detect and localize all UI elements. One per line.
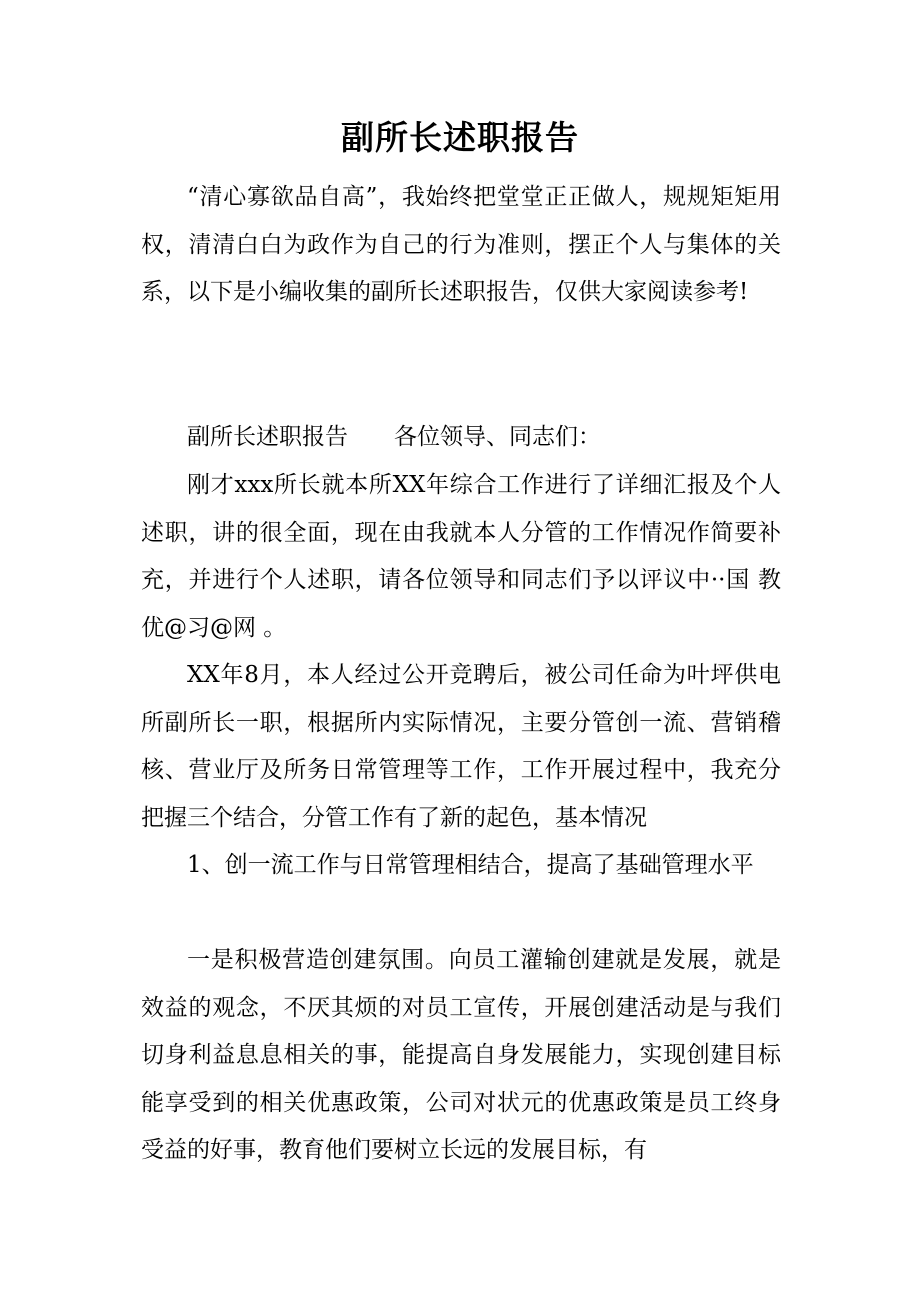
section-heading-line [141, 414, 781, 462]
body-paragraph: 刚才xxx所长就本所XX年综合工作进行了详细汇报及个人述职，讲的很全面，现在由我就本人分管的工作情况作简要补充，并进行个人述职，请各位领导和同志们予以评议中··国 教优@习@网 。 [141, 472, 781, 641]
section-heading: 副所长述职报告 [187, 424, 348, 450]
intro-paragraph: “清心寡欲品自高”，我始终把堂堂正正做人，规规矩矩用权，清清白白为政作为自己的行为准则，摆正个人与集体的关系，以下是小编收集的副所长述职报告，仅供大家阅读参考! [141, 184, 781, 305]
body-paragraph: XX年8月，本人经过公开竞聘后，被公司任命为叶坪供电所副所长一职，根据所内实际情况，主要分管创一流、营销稽核、营业厅及所务日常管理等工作，工作开展过程中，我充分把握三个结合，分管工作有了新的起色，基本情况 [141, 662, 781, 831]
salutation: 各位领导、同志们： [394, 424, 601, 450]
document-title: 副所长述职报告 [341, 118, 579, 157]
numbered-heading-paragraph: 1、创一流工作与日常管理相结合，提高了基础管理水平 [187, 852, 754, 878]
body-paragraph: 一是积极营造创建氛围。向员工灌输创建就是发展，就是效益的观念，不厌其烦的对员工宣传，开展创建活动是与我们切身利益息息相关的事，能提高自身发展能力，实现创建目标能享受到的相关优惠政策，公司对状元的优惠政策是员工终身受益的好事，教育他们要树立长远的发展目标，有 [141, 947, 781, 1163]
